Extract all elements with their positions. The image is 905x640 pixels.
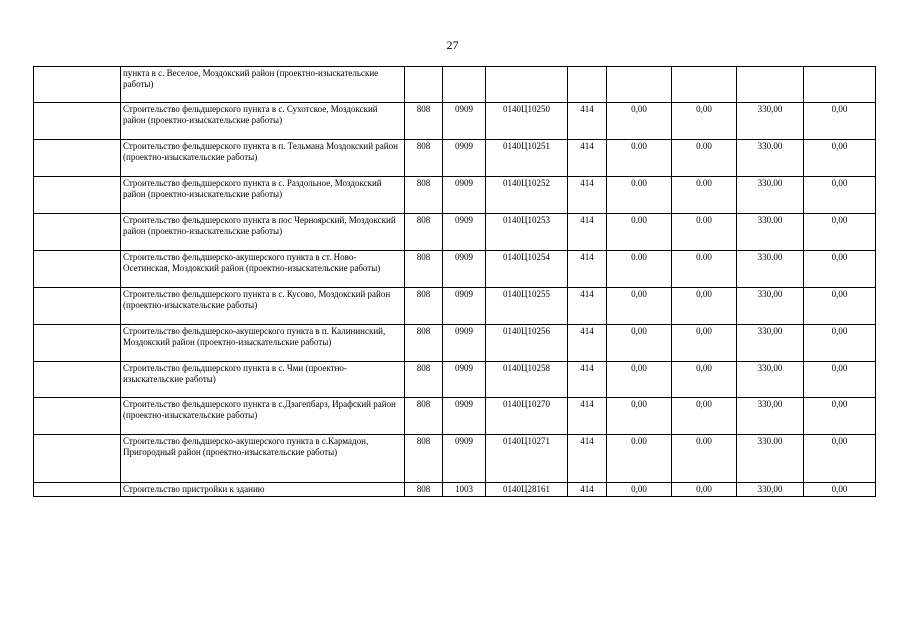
ministry-code: 808 [405,435,443,483]
item-name: Строительство фельдшерско-акушерского пункта в п. Калининский, Моздокский район (проектно-изыскательские работы) [121,325,405,362]
amount-3: 330.00 [737,251,804,288]
table-row [34,362,876,398]
expense-type-code: 414 [568,362,607,398]
amount-2: 0,00 [672,288,737,325]
item-name: Строительство фельдшерского пункта в с. Чми (проектно-изыскательские работы) [121,362,405,398]
row-marker-cell [34,483,121,497]
expense-type-code: 414 [568,288,607,325]
amount-3: 330.00 [737,435,804,483]
table-row [34,288,876,325]
row-marker-cell [34,325,121,362]
expense-type-code: 414 [568,103,607,140]
amount-1: 0,00 [607,362,672,398]
target-article-code: 0140Ц10256 [486,325,568,362]
section-code: 0909 [443,177,486,214]
table-row [34,435,876,483]
amount-2: 0,00 [672,483,737,497]
row-marker-cell [34,288,121,325]
target-article-code: 0140Ц10253 [486,214,568,251]
table-row [34,325,876,362]
row-marker-cell [34,67,121,103]
expense-type-code: 414 [568,398,607,435]
target-article-code: 0140Ц10271 [486,435,568,483]
amount-2: 0,00 [672,362,737,398]
amount-4: 0,00 [804,140,876,177]
amount-1: 0,00 [607,288,672,325]
amount-4: 0,00 [804,251,876,288]
expense-type-code: 414 [568,177,607,214]
target-article-code: 0140Ц28161 [486,483,568,497]
section-code: 0909 [443,214,486,251]
amount-3: 330,00 [737,362,804,398]
section-code [443,67,486,103]
target-article-code: 0140Ц10255 [486,288,568,325]
amount-1 [607,67,672,103]
section-code: 0909 [443,362,486,398]
table-row [34,398,876,435]
amount-4: 0,00 [804,288,876,325]
table-row [34,67,876,103]
amount-3: 330.00 [737,140,804,177]
item-name: Строительство фельдшерско-акушерского пункта в ст. Ново-Осетинская, Моздокский район (проектно-изыскательские работы) [121,251,405,288]
amount-2: 0.00 [672,435,737,483]
amount-2: 0.00 [672,177,737,214]
amount-2 [672,67,737,103]
section-code: 0909 [443,325,486,362]
ministry-code: 808 [405,214,443,251]
ministry-code: 808 [405,362,443,398]
item-name: Строительство фельдшерского пункта в с.Дзагепбарз, Ирафский район (проектно-изыскательские работы) [121,398,405,435]
amount-2: 0,00 [672,398,737,435]
amount-2: 0.00 [672,140,737,177]
expense-type-code: 414 [568,214,607,251]
table-row [34,177,876,214]
amount-2: 0,00 [672,103,737,140]
expense-type-code: 414 [568,483,607,497]
item-name: Строительство фельдшерского пункта в п. Тельмана Моздокский район (проектно-изыскательские работы) [121,140,405,177]
ministry-code: 808 [405,140,443,177]
expense-type-code: 414 [568,140,607,177]
target-article-code: 0140Ц10270 [486,398,568,435]
amount-3: 330.00 [737,177,804,214]
expense-type-code: 414 [568,325,607,362]
table-row [34,483,876,497]
amount-3 [737,67,804,103]
ministry-code: 808 [405,398,443,435]
amount-4: 0,00 [804,362,876,398]
section-code: 0909 [443,251,486,288]
target-article-code: 0140Ц10258 [486,362,568,398]
amount-1: 0.00 [607,251,672,288]
ministry-code: 808 [405,251,443,288]
item-name: Строительство фельдшерского пункта в с. Сухотское, Моздокский район (проектно-изыскательские работы) [121,103,405,140]
ministry-code: 808 [405,177,443,214]
budget-table [33,66,876,497]
expense-type-code [568,67,607,103]
amount-1: 0.00 [607,177,672,214]
item-name: Строительство пристройки к зданию [121,483,405,497]
amount-3: 330.00 [737,214,804,251]
amount-4: 0,00 [804,103,876,140]
row-marker-cell [34,214,121,251]
amount-1: 0.00 [607,140,672,177]
amount-3: 330,00 [737,103,804,140]
section-code: 0909 [443,398,486,435]
table-row [34,140,876,177]
item-name: Строительство фельдшерского пункта в с. Раздольное, Моздокский район (проектно-изыскательские работы) [121,177,405,214]
target-article-code: 0140Ц10251 [486,140,568,177]
amount-1: 0,00 [607,103,672,140]
section-code: 1003 [443,483,486,497]
target-article-code [486,67,568,103]
ministry-code: 808 [405,103,443,140]
item-name: пункта в с. Веселое, Моздокский район (проектно-изыскательские работы) [121,67,405,103]
section-code: 0909 [443,288,486,325]
amount-1: 0.00 [607,214,672,251]
target-article-code: 0140Ц10250 [486,103,568,140]
table-row [34,214,876,251]
ministry-code: 808 [405,325,443,362]
target-article-code: 0140Ц10252 [486,177,568,214]
amount-4: 0,00 [804,325,876,362]
row-marker-cell [34,251,121,288]
expense-type-code: 414 [568,251,607,288]
amount-1: 0.00 [607,435,672,483]
amount-2: 0,00 [672,325,737,362]
table-row [34,251,876,288]
row-marker-cell [34,362,121,398]
ministry-code [405,67,443,103]
amount-2: 0.00 [672,214,737,251]
amount-3: 330,00 [737,325,804,362]
amount-4: 0,00 [804,214,876,251]
section-code: 0909 [443,140,486,177]
table-row [34,103,876,140]
section-code: 0909 [443,435,486,483]
amount-4: 0,00 [804,435,876,483]
item-name: Строительство фельдшерского пункта в с. Кусово, Моздокский район (проектно-изыскательские работы) [121,288,405,325]
section-code: 0909 [443,103,486,140]
amount-4 [804,67,876,103]
amount-1: 0,00 [607,483,672,497]
page-number: 27 [446,38,459,52]
row-marker-cell [34,398,121,435]
amount-4: 0,00 [804,177,876,214]
row-marker-cell [34,177,121,214]
amount-1: 0,00 [607,398,672,435]
amount-3: 330,00 [737,398,804,435]
row-marker-cell [34,435,121,483]
row-marker-cell [34,103,121,140]
amount-4: 0,00 [804,483,876,497]
amount-3: 330,00 [737,288,804,325]
item-name: Строительство фельдшерского пункта в пос Черноярский, Моздокский район (проектно-изыскательские работы) [121,214,405,251]
ministry-code: 808 [405,483,443,497]
target-article-code: 0140Ц10254 [486,251,568,288]
item-name: Строительство фельдшерско-акушерского пункта в с.Кармадон, Пригородный район (проектно-изыскательские работы) [121,435,405,483]
amount-4: 0,00 [804,398,876,435]
amount-3: 330,00 [737,483,804,497]
expense-type-code: 414 [568,435,607,483]
amount-1: 0,00 [607,325,672,362]
row-marker-cell [34,140,121,177]
ministry-code: 808 [405,288,443,325]
amount-2: 0.00 [672,251,737,288]
